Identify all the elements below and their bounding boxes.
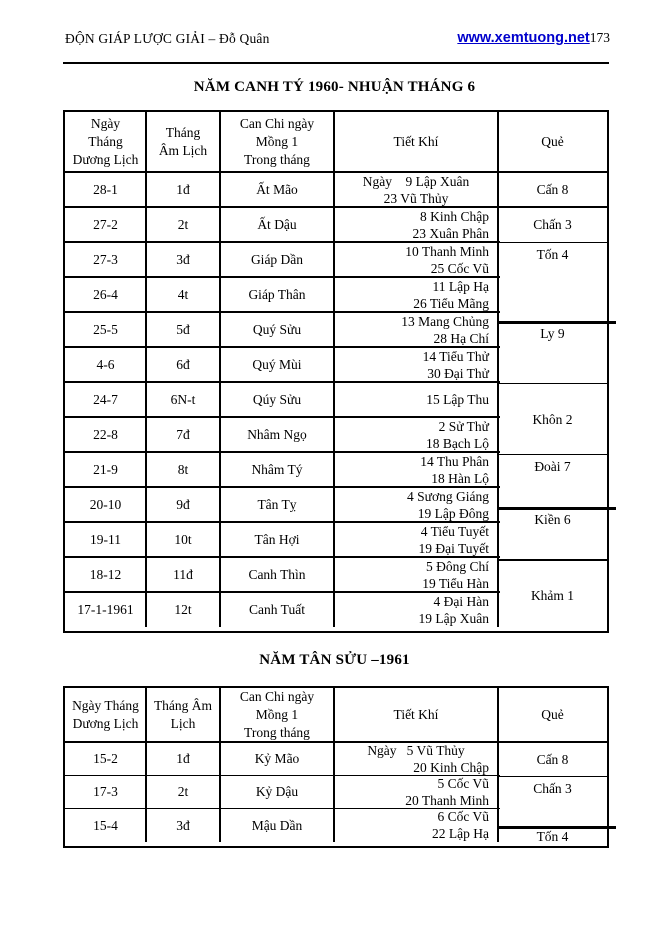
canchi-cell: Qúy Sửu	[252, 392, 302, 407]
tietkhi-cell	[334, 557, 498, 592]
canchi-cell: Ất Mão	[256, 182, 298, 197]
column-header-line: Trong tháng	[244, 725, 310, 740]
column-header-line: Can Chi ngày	[239, 689, 315, 704]
column-divider-line	[145, 688, 147, 842]
tietkhi-line: 20 Thanh Minh	[405, 793, 489, 808]
tietkhi-line: 4 Tiểu Tuyết	[420, 523, 489, 539]
lunar-month-cell: 6N-t	[170, 392, 196, 407]
column-header	[220, 688, 334, 742]
column-divider-line	[219, 688, 221, 842]
tietkhi-line: 10 Thanh Minh	[405, 243, 489, 259]
tietkhi-line: 13 Mang Chủng	[401, 313, 489, 329]
tietkhi-cell	[334, 775, 498, 808]
solar-date-cell: 4-6	[96, 357, 115, 372]
tietkhi-line: 15 Lập Thu	[426, 392, 489, 407]
tietkhi-line: 26 Tiểu Mãng	[413, 295, 489, 311]
tietkhi-cell	[334, 312, 498, 347]
column-divider-line	[333, 112, 335, 627]
header-divider-line	[63, 62, 609, 64]
table2-title: NĂM TÂN SỬU –1961	[259, 652, 410, 668]
solar-date-cell: 27-2	[93, 217, 118, 232]
calendar-table-1961	[63, 686, 609, 848]
tietkhi-line: 8 Kinh Chập	[420, 208, 489, 224]
column-divider-line	[219, 112, 221, 627]
tietkhi-line: 28 Hạ Chí	[433, 330, 489, 346]
solar-date-cell: 17-1-1961	[77, 602, 134, 617]
que-cell: Tốn 4	[536, 246, 569, 262]
canchi-cell: Giáp Dần	[250, 252, 304, 267]
tietkhi-cell	[334, 207, 498, 242]
tietkhi-cell	[334, 809, 498, 842]
column-header-line: Can Chi ngày	[239, 116, 315, 131]
tietkhi-line: 19 Tiểu Hàn	[422, 575, 489, 591]
lunar-month-cell: 8t	[177, 462, 189, 477]
column-header-line: Dương Lịch	[72, 152, 139, 167]
que-cell: Đoài 7	[534, 458, 571, 474]
canchi-cell: Canh Tuất	[249, 602, 305, 617]
column-header	[334, 112, 498, 172]
tietkhi-cell	[334, 242, 498, 277]
solar-date-cell: 17-3	[93, 784, 118, 800]
lunar-month-cell: 4t	[177, 287, 189, 302]
website-link[interactable]: www.xemtuong.net	[457, 30, 590, 46]
lunar-month-cell: 2t	[177, 784, 189, 800]
column-header-line: Tiết Khí	[393, 707, 439, 722]
tietkhi-line: 2 Sử Thử	[438, 418, 489, 434]
tietkhi-cell	[334, 347, 498, 382]
column-header-line: Tháng	[165, 125, 201, 140]
tietkhi-line: 30 Đại Thử	[427, 365, 489, 381]
tietkhi-line: 5 Đông Chí	[425, 558, 489, 574]
page-number: 173	[589, 30, 610, 45]
document-header-title: ĐỘN GIÁP LƯỢC GIẢI – Đỗ Quân	[65, 31, 270, 46]
tietkhi-line: 11 Lập Hạ	[432, 278, 489, 294]
tietkhi-cell	[334, 522, 498, 557]
tietkhi-cell	[334, 417, 498, 452]
tietkhi-line: 18 Hàn Lộ	[431, 470, 489, 486]
solar-date-cell: 25-5	[93, 322, 118, 337]
lunar-month-cell: 1đ	[176, 751, 190, 767]
tietkhi-line: 5 Cốc Vũ	[437, 776, 489, 791]
canchi-cell: Mậu Dần	[251, 817, 303, 833]
solar-date-cell: 22-8	[93, 427, 118, 442]
table1-title: NĂM CANH TÝ 1960- NHUẬN THÁNG 6	[193, 79, 476, 95]
header-row-divider	[65, 741, 607, 743]
lunar-month-cell: 9đ	[176, 497, 190, 512]
calendar-table-1960	[63, 110, 609, 633]
canchi-cell: Kỷ Dậu	[255, 784, 299, 800]
column-header-line: Quẻ	[541, 707, 564, 722]
tietkhi-line: Ngày 5 Vũ Thủy	[367, 742, 465, 758]
tietkhi-cell	[334, 172, 498, 207]
solar-date-cell: 26-4	[93, 287, 118, 302]
column-header-line: Dương Lịch	[72, 716, 139, 731]
column-header-line: Ngày	[90, 116, 121, 131]
column-divider-line	[497, 688, 499, 842]
column-header-line: Mồng 1	[255, 707, 299, 722]
tietkhi-line: 20 Kinh Chập	[413, 759, 489, 775]
lunar-month-cell: 11đ	[173, 567, 193, 582]
lunar-month-cell: 3đ	[176, 252, 190, 267]
que-cell: Chấn 3	[533, 217, 572, 233]
solar-date-cell: 15-4	[93, 817, 118, 833]
column-header-line: Mồng 1	[255, 134, 299, 149]
canchi-cell: Ất Dậu	[257, 217, 297, 232]
canchi-cell: Nhâm Tý	[251, 462, 303, 477]
lunar-month-cell: 6đ	[176, 357, 190, 372]
solar-date-cell: 24-7	[93, 392, 118, 407]
lunar-month-cell: 10t	[174, 532, 192, 547]
canchi-cell: Quý Mùi	[252, 357, 302, 372]
column-header-line: Lịch	[170, 716, 196, 731]
solar-date-cell: 21-9	[93, 462, 118, 477]
column-header-line: Tháng	[88, 134, 123, 149]
tietkhi-line: 4 Đại Hàn	[433, 593, 489, 609]
lunar-month-cell: 5đ	[176, 322, 190, 337]
tietkhi-line: 19 Lập Đông	[417, 505, 489, 521]
tietkhi-cell	[334, 382, 498, 417]
tietkhi-line: 14 Thu Phân	[420, 453, 489, 469]
canchi-cell: Quý Sửu	[252, 322, 302, 337]
tietkhi-line: Ngày 9 Lập Xuân	[362, 173, 470, 189]
tietkhi-line: 23 Xuân Phân	[412, 225, 489, 241]
tietkhi-line: 22 Lập Hạ	[432, 826, 489, 842]
solar-date-cell: 28-1	[93, 182, 118, 197]
tietkhi-line: 25 Cốc Vũ	[430, 260, 489, 276]
column-header	[65, 688, 146, 742]
column-header	[334, 688, 498, 742]
lunar-month-cell: 7đ	[176, 427, 190, 442]
tietkhi-line: 19 Lập Xuân	[418, 610, 489, 626]
que-cell: Khảm 1	[530, 588, 575, 604]
column-header	[498, 688, 607, 742]
solar-date-cell: 15-2	[93, 751, 118, 767]
canchi-cell: Kỷ Mão	[254, 751, 300, 767]
column-header	[146, 688, 220, 742]
solar-date-cell: 20-10	[89, 497, 122, 512]
solar-date-cell: 18-12	[89, 567, 122, 582]
que-cell: Tốn 4	[536, 829, 569, 844]
solar-date-cell: 19-11	[90, 532, 121, 547]
canchi-cell: Nhâm Ngọ	[247, 427, 307, 442]
que-cell: Cấn 8	[536, 182, 569, 198]
lunar-month-cell: 1đ	[176, 182, 190, 197]
tietkhi-line: 18 Bạch Lộ	[426, 435, 489, 451]
tietkhi-cell	[334, 592, 498, 627]
column-header-line: Tiết Khí	[393, 134, 439, 149]
header-right-group	[457, 29, 610, 47]
tietkhi-line: 14 Tiểu Thử	[422, 348, 489, 364]
lunar-month-cell: 12t	[174, 602, 192, 617]
column-divider-line	[333, 688, 335, 842]
column-header	[220, 112, 334, 172]
canchi-cell: Tân Tỵ	[257, 497, 297, 512]
que-cell: Cấn 8	[536, 751, 569, 767]
tietkhi-line: 4 Sương Giáng	[407, 488, 489, 504]
que-cell: Chấn 3	[533, 780, 572, 796]
column-header	[498, 112, 607, 172]
tietkhi-cell	[334, 452, 498, 487]
tietkhi-cell	[334, 277, 498, 312]
column-divider-line	[145, 112, 147, 627]
tietkhi-cell	[334, 487, 498, 522]
lunar-month-cell: 3đ	[176, 817, 190, 833]
header-row-divider	[65, 171, 607, 173]
canchi-cell: Canh Thìn	[248, 567, 306, 582]
tietkhi-line: 23 Vũ Thủy	[383, 190, 449, 206]
solar-date-cell: 27-3	[93, 252, 118, 267]
column-divider-line	[497, 112, 499, 627]
column-header-line: Quẻ	[541, 134, 564, 149]
column-header-line: Âm Lịch	[158, 143, 208, 158]
lunar-month-cell: 2t	[177, 217, 189, 232]
que-cell: Khôn 2	[532, 411, 573, 427]
tietkhi-cell	[334, 742, 498, 775]
canchi-cell: Giáp Thân	[248, 287, 306, 302]
column-header	[146, 112, 220, 172]
tietkhi-line: 6 Cốc Vũ	[437, 809, 489, 825]
tietkhi-line: 19 Đại Tuyết	[418, 540, 489, 556]
column-header-line: Ngày Tháng	[72, 698, 139, 713]
column-header	[65, 112, 146, 172]
column-header-line: Tháng Âm	[153, 698, 213, 713]
que-cell: Ly 9	[540, 326, 565, 341]
column-header-line: Trong tháng	[244, 152, 310, 167]
que-cell: Kiền 6	[534, 512, 571, 527]
canchi-cell: Tân Hợi	[254, 532, 300, 547]
